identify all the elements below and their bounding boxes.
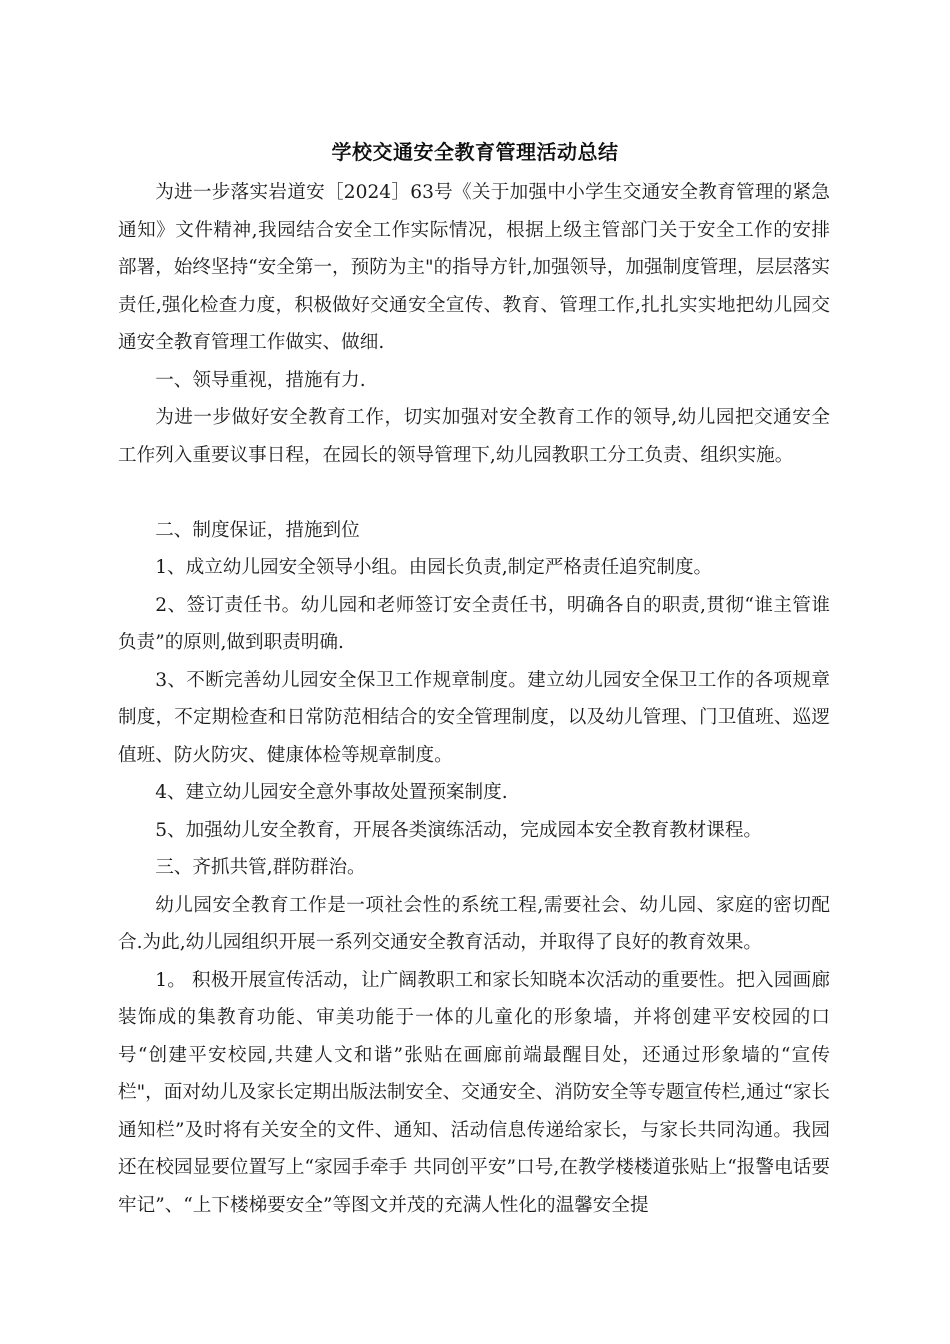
list-item-3-1: 1。 积极开展宣传活动，让广阔教职工和家长知晓本次活动的重要性。把入园画廊装饰成的集教育功能、审美功能于一体的儿童化的形象墙，并将创建平安校园的口号“创建平安校园,共建人文和谐”张贴在画廊前端最醒目处，还通过形象墙的“宣传栏"，面对幼儿及家长定期出版法制安全、交通安全、消防安全等专题宣传栏,通过“家长通知栏”及时将有关安全的文件、通知、活动信息传递给家长，与家长共同沟通。我园还在校园显要位置写上“家园手牵手 共同创平安”口号,在教学楼楼道张贴上“报警电话要牢记”、“上下楼梯要安全”等图文并茂的充满人性化的温馨安全提 [118,969,830,1216]
blank-line [118,474,830,512]
document-title: 学校交通安全教育管理活动总结 [331,140,619,164]
paragraph-section-1: 为进一步做好安全教育工作，切实加强对安全教育工作的领导,幼儿园把交通安全工作列入重要议事日程，在园长的领导管理下,幼儿园教职工分工负责、组织实施。 [118,407,830,466]
list-item-2-3: 3、不断完善幼儿园安全保卫工作规章制度。建立幼儿园安全保卫工作的各项规章制度，不定期检查和日常防范相结合的安全管理制度，以及幼儿管理、门卫值班、巡逻值班、防火防灾、健康体检等规章制度。 [118,669,830,766]
document-body [118,174,830,1224]
paragraph-section-3: 幼儿园安全教育工作是一项社会性的系统工程,需要社会、幼儿园、家庭的密切配合.为此,幼儿园组织开展一系列交通安全教育活动，并取得了良好的教育效果。 [118,894,830,953]
heading-section-1: 一、领导重视，措施有力. [155,369,366,391]
list-item-2-4: 4、建立幼儿园安全意外事故处置预案制度. [155,782,508,803]
heading-section-3: 三、齐抓共管,群防群治。 [155,857,366,878]
list-item-2-2: 2、签订责任书。幼儿园和老师签订安全责任书，明确各自的职责,贯彻“谁主管谁负责”的原则,做到职责明确. [118,594,830,653]
heading-section-2: 二、制度保证，措施到位 [155,519,360,541]
paragraph-intro: 为进一步落实岩道安［2024］63号《关于加强中小学生交通安全教育管理的紧急通知》文件精神,我园结合安全工作实际情况，根据上级主管部门关于安全工作的安排部署，始终坚持“安全第一，预防为主"的指导方针,加强领导，加强制度管理，层层落实责任,强化检查力度，积极做好交通安全宣传、教育、管理工作,扎扎实实地把幼儿园交通安全教育管理工作做实、做细. [118,182,830,353]
list-item-2-5: 5、加强幼儿安全教育，开展各类演练活动，完成园本安全教育教材课程。 [155,819,763,841]
list-item-2-1: 1、成立幼儿园安全领导小组。由园长负责,制定严格责任追究制度。 [155,557,713,578]
